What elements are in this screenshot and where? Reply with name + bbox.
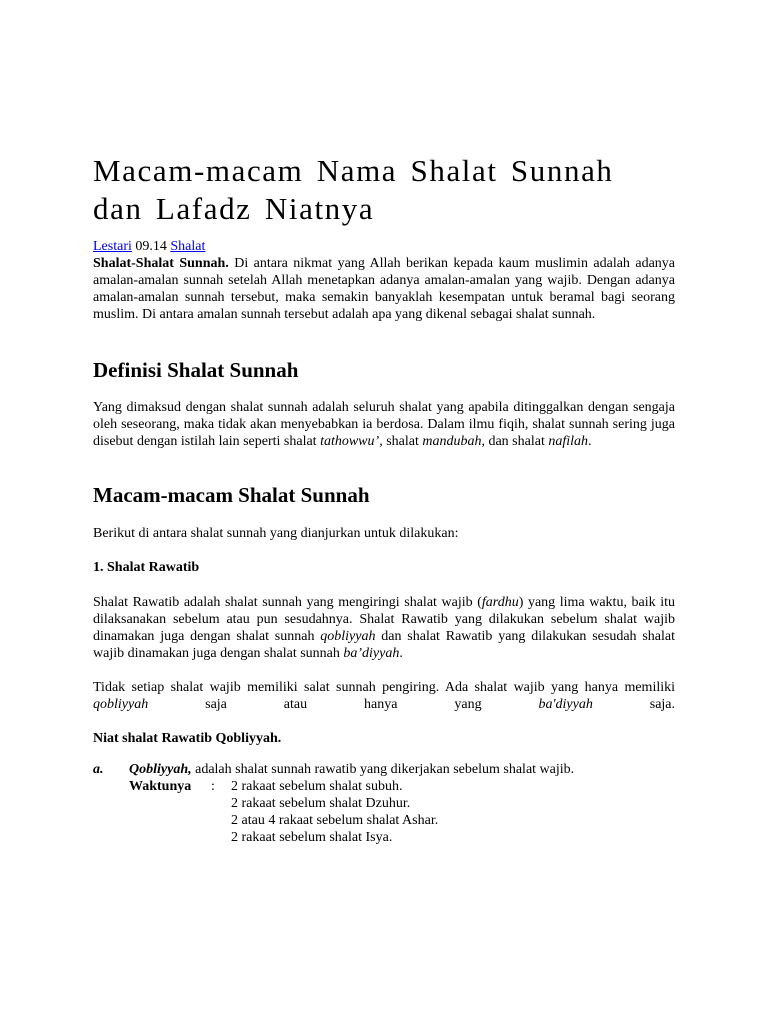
term-qobliyyah: qobliyyah bbox=[320, 629, 376, 644]
definisi-text-4: . bbox=[588, 434, 592, 449]
intro-text: Di antara nikmat yang Allah berikan kepada kaum muslimin adalah adanya amalan-amalan sunnah setelah Allah menetapkan adanya amalan-amalan yang wajib. Dengan adanya amalan-amalan sunnah tersebut, maka semakin banyaklah kesempatan untuk beramal bagi seorang muslim. Di antara amalan sunnah tersebut adalah apa yang dikenal sebagai shalat sunnah. bbox=[93, 256, 675, 322]
rawatib-p1-text-2: ) yang lima waktu, baik itu dilaksanakan sebelum atau pun sesudahnya. Shalat Rawatib yang dilakukan sebelum shalat wajib dinamakan juga dengan shalat sunnah bbox=[93, 595, 675, 644]
term-qobliyyah-2: qobliyyah bbox=[93, 697, 149, 712]
definisi-text-2: , shalat bbox=[379, 434, 423, 449]
niat-heading: Niat shalat Rawatib Qobliyyah. bbox=[93, 731, 282, 746]
rawatib-p2-text-2: saja atau hanya yang bbox=[148, 697, 539, 712]
rawatib-p2-text-1: Tidak setiap shalat wajib memiliki salat sunnah pengiring. Ada shalat wajib yang hanya memiliki bbox=[93, 680, 675, 695]
rawatib-p1-text-3: dan shalat Rawatib yang dilakukan sesudah shalat wajib dinamakan juga dengan shalat sunnah bbox=[93, 629, 675, 661]
waktu-value: 2 atau 4 rakaat sebelum shalat Ashar. bbox=[231, 813, 439, 828]
waktu-value: 2 rakaat sebelum shalat subuh. bbox=[231, 779, 403, 794]
list-marker: a. bbox=[93, 762, 104, 777]
term-badiyyah: ba’diyyah bbox=[343, 646, 400, 661]
intro-paragraph bbox=[93, 255, 675, 323]
rawatib-heading: 1. Shalat Rawatib bbox=[93, 560, 200, 575]
waktu-colon: : bbox=[211, 779, 215, 794]
waktu-value: 2 rakaat sebelum shalat Isya. bbox=[231, 830, 393, 845]
post-time: 09.14 bbox=[135, 239, 167, 254]
term-qobliyyah-3: Qobliyyah, bbox=[129, 762, 192, 777]
list-item-text bbox=[129, 761, 574, 778]
definisi-paragraph bbox=[93, 399, 675, 450]
definisi-heading: Definisi Shalat Sunnah bbox=[93, 358, 299, 382]
post-meta bbox=[93, 238, 205, 255]
term-fardhu: fardhu bbox=[481, 595, 519, 610]
waktu-label: Waktunya bbox=[129, 779, 192, 794]
macam-intro: Berikut di antara shalat sunnah yang dianjurkan untuk dilakukan: bbox=[93, 526, 459, 541]
macam-heading: Macam-macam Shalat Sunnah bbox=[93, 483, 370, 507]
rawatib-p1-text-1: Shalat Rawatib adalah shalat sunnah yang mengiringi shalat wajib ( bbox=[93, 595, 482, 610]
qobliyyah-definition: adalah shalat sunnah rawatib yang dikerjakan sebelum shalat wajib. bbox=[191, 762, 575, 777]
rawatib-p1-text-4: . bbox=[399, 646, 403, 661]
term-badiyyah-2: ba'diyyah bbox=[538, 697, 593, 712]
intro-lead: Shalat-Shalat Sunnah. bbox=[93, 256, 229, 271]
author-link[interactable]: Lestari bbox=[93, 239, 132, 254]
waktu-value: 2 rakaat sebelum shalat Dzuhur. bbox=[231, 796, 411, 811]
label-link[interactable]: Shalat bbox=[170, 239, 206, 254]
term-tathowwu: tathowwu’ bbox=[320, 434, 380, 449]
rawatib-paragraph-2 bbox=[93, 679, 675, 713]
article-title: Macam-macam Nama Shalat Sunnah dan Lafadz Niatnya bbox=[93, 153, 614, 226]
rawatib-paragraph-1 bbox=[93, 594, 675, 662]
rawatib-p2-text-3: saja. bbox=[592, 697, 676, 712]
term-nafilah: nafilah bbox=[548, 434, 589, 449]
definisi-text-1: Yang dimaksud dengan shalat sunnah adalah seluruh shalat yang apabila ditinggalkan dengan sengaja oleh seseorang, maka tidak akan menyebabkan ia berdosa. Dalam ilmu fiqih, shalat sunnah sering juga disebut dengan istilah lain seperti shalat bbox=[93, 400, 675, 449]
term-mandubah: mandubah bbox=[422, 434, 482, 449]
definisi-text-3: , dan shalat bbox=[481, 434, 549, 449]
